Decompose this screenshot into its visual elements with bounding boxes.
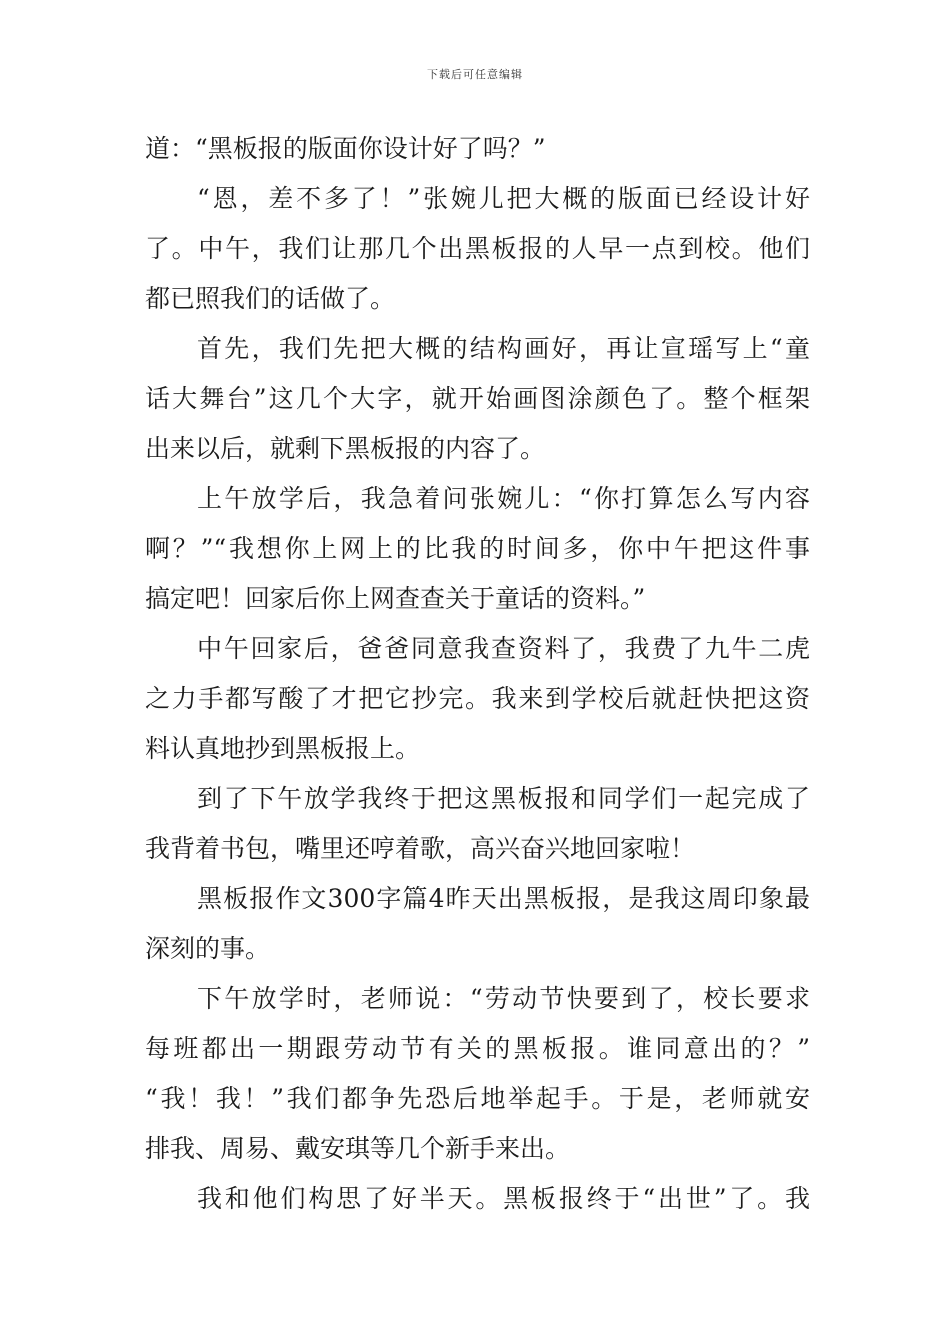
text-line: 道：“黑板报的版面你设计好了吗？” [145,134,546,163]
text-line: 到了下午放学我终于把这黑板报和同学们一起完成了 [197,784,810,813]
text-line: 下午放学时，老师说：“劳动节快要到了，校长要求 [197,984,810,1013]
text-line: 排我、周易、戴安琪等几个新手来出。 [145,1134,571,1163]
page-header: 下载后可任意编辑 [427,68,523,81]
text-line: 黑板报作文300字篇4昨天出黑板报，是我这周印象最 [197,884,810,913]
text-line: 出来以后，就剩下黑板报的内容了。 [145,434,546,463]
text-line: 我和他们构思了好半天。黑板报终于“出世”了。我 [197,1184,810,1213]
text-line: “恩，差不多了！”张婉儿把大概的版面已经设计好 [197,184,810,213]
text-line: 我背着书包，嘴里还哼着歌，高兴奋兴地回家啦！ [145,834,696,863]
text-line: “我！我！”我们都争先恐后地举起手。于是，老师就安 [145,1084,810,1113]
text-line: 都已照我们的话做了。 [145,284,396,313]
text-line: 深刻的事。 [145,934,271,963]
text-line: 首先，我们先把大概的结构画好，再让宣瑶写上“童 [197,334,810,363]
text-line: 啊？”“我想你上网上的比我的时间多，你中午把这件事 [145,534,810,563]
document-body [145,124,810,1224]
text-line: 话大舞台”这几个大字，就开始画图涂颜色了。整个框架 [145,384,810,413]
text-line: 料认真地抄到黑板报上。 [145,734,421,763]
text-line: 搞定吧！回家后你上网查查关于童话的资料。” [145,584,646,613]
text-line: 了。中午，我们让那几个出黑板报的人早一点到校。他们 [145,234,810,263]
text-line: 上午放学后，我急着问张婉儿：“你打算怎么写内容 [197,484,810,513]
text-line: 中午回家后，爸爸同意我查资料了，我费了九牛二虎 [197,634,810,663]
text-line: 每班都出一期跟劳动节有关的黑板报。谁同意出的？” [145,1034,810,1063]
text-line: 之力手都写酸了才把它抄完。我来到学校后就赶快把这资 [145,684,810,713]
